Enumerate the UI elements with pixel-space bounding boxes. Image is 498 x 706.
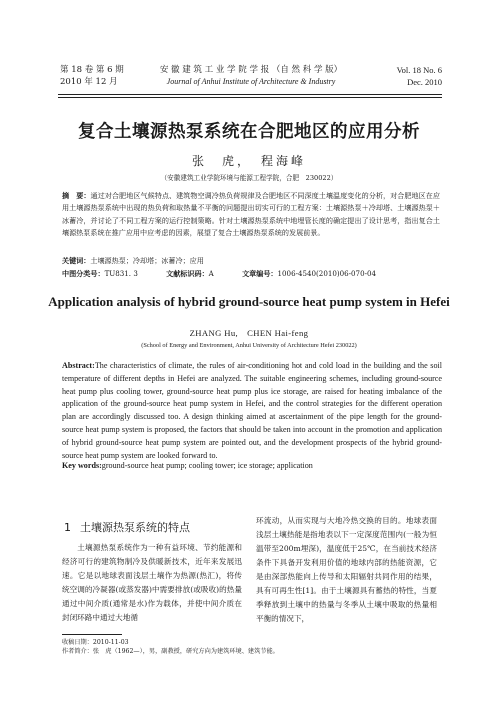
abstract-cn-label: 摘 要： xyxy=(62,191,91,200)
abstract-en-text: The characteristics of climate, the rules of air-conditioning hot and cold load in the building and the soil temperature of different depths in Hefei are analyzed. The suitable engineering schemes, including ground-source heat pump plus cooling tower, ground-source heat pump plus ice storage, are raised for heating imbalance of the application of the ground-source heat pump system in Hefei, and the control strategies for the different operation plan are accordingly discussed too. A design thinking aimed at ascertainment of the pipe length for the ground-source heat pump system is proposed, the factors that should be taken into account in the promotion and application of hybrid ground-source heat pump system are pointed out, and the development prospects of the hybrid ground-source heat pump system are looked forward to. xyxy=(62,361,442,460)
affiliation-en: (School of Energy and Environment, Anhui University of Architecture Hefei 230022) xyxy=(141,342,357,349)
article-id-label: 文章编号： xyxy=(242,269,278,278)
body-column-left: 土壤源热泵系统作为一种有益环境、节约能源和经济可行的建筑物制冷及供暖新技术，近年来发展迅速。它是以地球表面浅层土壤作为热源(热汇)，将传统空调的冷凝器(或蒸发器)中需要排放(或吸收)的热量通过中间介质(通常是水)作为载体，并使中间介质在封闭环路中通过大地循 xyxy=(62,543,242,622)
date-cn: 2010 年 12 月 xyxy=(60,77,118,87)
section-number: 1 xyxy=(64,521,71,534)
document-code xyxy=(166,269,214,278)
authors-en: ZHANG Hu, CHEN Hai-feng xyxy=(189,328,309,338)
keywords-en-text: ground-source heat pump; cooling tower; ice storage; application xyxy=(101,461,313,470)
body-column-right: 环流动，从而实现与大地冷热交换的目的。地球表面浅层土壤热能是指地表以下一定深度范围内(一般为恒温带至200m埋深)，温度低于25℃，在当前技术经济条件下具备开发利用价值的地球内部的热能资源，它是由深部热能向上传导和太阳辐射共同作用的结果，具有可再生性[1]。由于土壤源具有蓄热的特性，当夏季释放到土壤中的热量与冬季从土壤中吸取的热量相平衡的情况下， xyxy=(256,516,437,623)
keywords-cn-label: 关键词： xyxy=(62,256,91,265)
abstract-cn-text: 通过对合肥地区气候特点、建筑物空调冷热负荷规律及合肥地区不同深度土壤温度变化的分析，对合肥地区在应用土壤源热泵系统中出现的热负荷和取热量不平衡的问题提出切实可行的工程方案：土壤源热泵＋冷却塔、土壤源热泵＋冰蓄冷，并讨论了不同工程方案的运行控制策略。针对土壤源热泵系统中地埋管长度的确定提出了设计思考，指出复合土壤源热泵系统在推广应用中应考虑的因素，展望了复合土壤源热泵系统的发展前景。 xyxy=(62,191,440,238)
section-heading xyxy=(64,519,190,535)
abstract-cn xyxy=(62,190,440,240)
header-rule-thin xyxy=(58,97,442,98)
volume-issue-en: Vol. 18 No. 6 xyxy=(396,65,442,75)
keywords-cn-text: 土壤源热泵；冷却塔；冰蓄冷；应用 xyxy=(90,256,204,265)
authors-cn: 张 虎， 程海峰 xyxy=(191,154,306,168)
doc-label: 文献标识码： xyxy=(166,269,209,278)
article-id-value: 1006-4540(2010)06-070-04 xyxy=(277,269,377,278)
keywords-en xyxy=(62,460,442,472)
journal-name-en: Journal of Anhui Institute of Architecture & Industry xyxy=(166,77,336,86)
journal-name-cn: 安 徽 建 筑 工 业 学 院 学 报 （自 然 科 学 版） xyxy=(159,65,343,75)
keywords-cn xyxy=(62,255,440,267)
paper-title-en: Application analysis of hybrid ground-source heat pump system in Hefei xyxy=(48,294,450,309)
abstract-en xyxy=(62,360,442,462)
section-title: 土壤源热泵系统的特点 xyxy=(80,521,190,534)
clc-number xyxy=(62,269,138,278)
keywords-en-label: Key words: xyxy=(62,461,102,470)
abstract-en-label: Abstract: xyxy=(62,361,95,370)
article-number xyxy=(242,269,376,278)
volume-issue-cn: 第 18 卷 第 6 期 xyxy=(60,65,124,75)
paper-title-cn: 复合土壤源热泵系统在合肥地区的应用分析 xyxy=(78,122,420,142)
footnote-author: 作者简介：张 虎（1962—），男，副教授，研究方向为建筑环境、建筑节能。 xyxy=(62,648,279,655)
classification-line xyxy=(62,268,440,280)
footnote-rule xyxy=(62,634,122,635)
affiliation-cn: （安徽建筑工业学院环境与能源工程学院，合肥 230022） xyxy=(160,174,338,182)
running-header xyxy=(60,64,442,92)
clc-value: TU831. 3 xyxy=(104,269,138,278)
clc-label: 中图分类号： xyxy=(62,269,105,278)
header-right xyxy=(397,64,442,88)
doc-value: A xyxy=(208,269,214,278)
footnote-received: 收稿日期：2010-11-03 xyxy=(62,639,129,646)
header-center xyxy=(60,64,442,88)
date-en: Dec. 2010 xyxy=(407,77,442,87)
header-rule-thick xyxy=(58,94,442,95)
